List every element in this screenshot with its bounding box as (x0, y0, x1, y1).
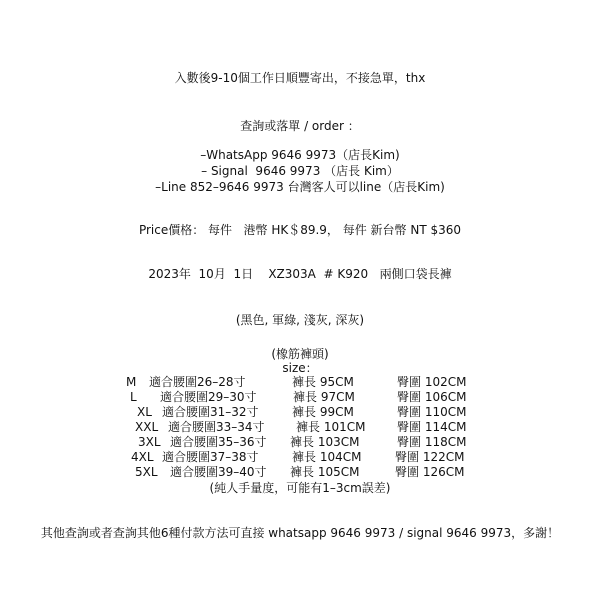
size-waist: 適合腰圍29–30寸 (160, 390, 257, 404)
price-line: Price價格： 每件 港幣 HK＄89.9， 每件 新台幣 NT $360 (138, 223, 462, 237)
size-length: 褲長 99CM (292, 405, 354, 419)
contact-line: –Line 852–9646 9973 台灣客人可以line（店長Kim) (155, 180, 445, 194)
size-label: 3XL (138, 435, 161, 449)
size-length: 褲長 101CM (296, 420, 366, 434)
size-length: 褲長 104CM (292, 450, 362, 464)
colors-line: (黑色, 軍綠, 淺灰, 深灰) (235, 313, 365, 327)
size-label: XL (137, 405, 152, 419)
size-waist: 適合腰圍33–34寸 (168, 420, 265, 434)
order-heading: 查詢或落單 / order ： (240, 119, 360, 133)
size-label: M (126, 375, 137, 389)
size-hip: 臀圍 114CM (397, 420, 467, 434)
shipping-notice: 入數後9-10個工作日順豐寄出，不接急單，thx (174, 71, 426, 85)
size-length: 褲長 95CM (292, 375, 354, 389)
size-waist: 適合腰圍26–28寸 (149, 375, 246, 389)
size-hip: 臀圍 106CM (397, 390, 467, 404)
waistband-line: (橡筋褲頭) (271, 347, 329, 361)
footer-note: 其他查詢或者查詢其他6種付款方法可直接 whatsapp 9646 9973 / signal 9646 9973，多謝！ (40, 526, 560, 540)
contact-signal: – Signal 9646 9973 （店長 Kim） (201, 164, 399, 178)
contact-whatsapp: –WhatsApp 9646 9973（店長Kim) (200, 148, 400, 162)
size-heading: size： (282, 361, 318, 375)
size-waist: 適合腰圍31–32寸 (162, 405, 259, 419)
measurement-note: (純人手量度，可能有1–3cm誤差) (209, 481, 391, 495)
size-hip: 臀圍 102CM (397, 375, 467, 389)
size-label: L (130, 390, 137, 404)
size-waist: 適合腰圍37–38寸 (162, 450, 259, 464)
size-waist: 適合腰圍35–36寸 (170, 435, 267, 449)
size-hip: 臀圍 110CM (397, 405, 467, 419)
size-length: 褲長 105CM (290, 465, 360, 479)
size-label: 5XL (135, 465, 158, 479)
size-hip: 臀圍 126CM (395, 465, 465, 479)
size-hip: 臀圍 122CM (395, 450, 465, 464)
size-length: 褲長 103CM (290, 435, 360, 449)
size-label: 4XL (131, 450, 154, 464)
product-line: 2023年 10月 1日 XZ303A # K920 兩側口袋長褲 (148, 267, 452, 281)
size-label: XXL (135, 420, 159, 434)
size-hip: 臀圍 118CM (397, 435, 467, 449)
size-waist: 適合腰圍39–40寸 (170, 465, 267, 479)
size-length: 褲長 97CM (293, 390, 355, 404)
